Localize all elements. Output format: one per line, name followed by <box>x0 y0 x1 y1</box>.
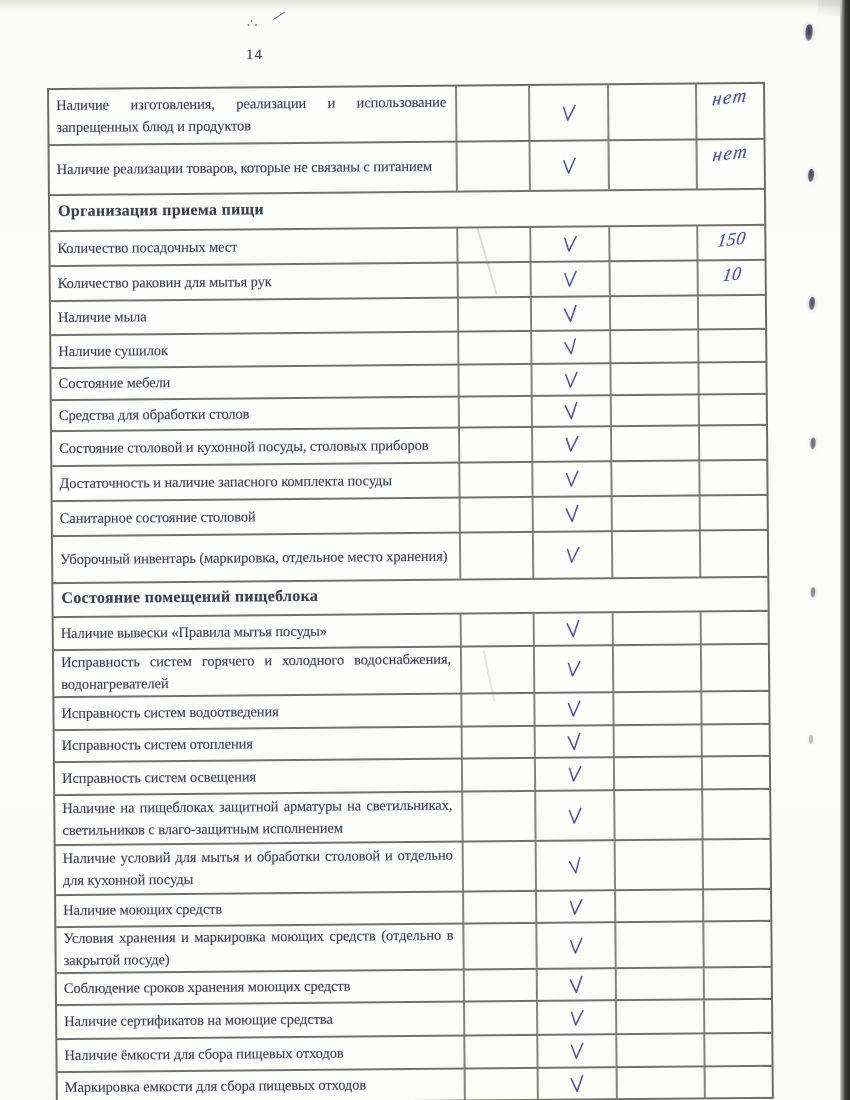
criteria-cell <box>49 87 455 145</box>
note-cell <box>702 890 770 921</box>
note-cell <box>703 1000 771 1033</box>
criteria-cell <box>57 1037 463 1072</box>
check-cell <box>534 791 613 840</box>
criteria-label: Количество раковин для мытья рук <box>57 273 272 292</box>
empty-cell-2 <box>616 1067 704 1098</box>
empty-cell-2 <box>613 725 701 756</box>
handwriting-scribble-right: ∕ <box>273 8 284 25</box>
criteria-label: Условия хранения и маркировка моющих средств (отдельно в закрытой посуде) <box>63 927 454 970</box>
check-cell <box>531 396 610 426</box>
checkmark-icon <box>566 660 582 678</box>
empty-cell-1 <box>461 727 534 758</box>
check-cell <box>528 85 607 140</box>
note-cell <box>700 612 768 644</box>
empty-cell-1 <box>457 263 530 297</box>
criteria-cell <box>50 143 456 195</box>
binder-hole-mark <box>809 297 816 310</box>
criteria-cell <box>55 760 461 795</box>
section-header-row <box>50 190 764 232</box>
checkmark-icon <box>561 104 577 122</box>
empty-cell-1 <box>457 365 530 396</box>
empty-cell-2 <box>613 757 701 789</box>
scan-edge-right <box>840 0 850 1100</box>
note-cell <box>697 330 765 362</box>
criteria-cell <box>56 925 462 973</box>
checkmark-icon <box>564 505 581 524</box>
handwritten-note: нет <box>711 140 750 167</box>
check-cell <box>536 1035 615 1067</box>
criteria-cell <box>58 1070 464 1100</box>
note-cell <box>702 922 770 967</box>
empty-cell-2 <box>607 140 695 189</box>
checkmark-icon <box>566 700 581 717</box>
criteria-label: Соблюдение сроков хранения моющих средств <box>63 978 351 998</box>
empty-cell-2 <box>614 922 702 967</box>
empty-cell-1 <box>462 842 535 891</box>
criteria-cell <box>56 893 462 927</box>
checkmark-icon <box>563 271 578 288</box>
check-cell <box>534 758 613 790</box>
check-cell <box>532 497 611 531</box>
criteria-cell <box>51 264 457 301</box>
criteria-label: Наличие моющих средств <box>63 901 223 920</box>
criteria-cell <box>57 971 463 1005</box>
criteria-label: Наличие сушилок <box>58 342 168 360</box>
binder-hole-mark <box>805 24 814 41</box>
criteria-cell <box>57 1003 463 1039</box>
empty-cell-2 <box>615 968 703 999</box>
empty-cell-1 <box>457 332 530 364</box>
empty-cell-1 <box>460 614 533 646</box>
section-title: Организация приема пищи <box>58 201 265 221</box>
scan-corner-shade <box>818 0 842 16</box>
section-header-cell <box>50 190 764 230</box>
criteria-cell <box>53 499 459 536</box>
criteria-cell <box>55 793 461 845</box>
criteria-label: Количество посадочных мест <box>57 238 238 257</box>
criteria-label: Уборочный инвентарь (маркировка, отдельное место хранения) <box>60 548 448 568</box>
empty-cell-2 <box>614 840 702 889</box>
criteria-label: Наличие на пищеблоках защитной арматуры на светильниках, светильников с влаго-защитным исполнением <box>62 797 453 840</box>
criteria-label: Санитарное состояние столовой <box>59 508 256 527</box>
empty-cell-1 <box>462 892 535 923</box>
criteria-label: Наличие ёмкости для сбора пищевых отходов <box>64 1045 344 1064</box>
criteria-cell <box>52 398 458 431</box>
empty-cell-2 <box>614 890 702 921</box>
criteria-label: Состояние мебели <box>58 375 171 393</box>
criteria-cell <box>51 366 457 400</box>
empty-cell-2 <box>609 330 697 362</box>
criteria-cell <box>55 728 461 762</box>
checkmark-icon <box>562 304 579 323</box>
criteria-cell <box>52 464 458 501</box>
empty-cell-1 <box>463 970 536 1001</box>
note-cell <box>701 790 769 839</box>
checkmark-icon <box>562 157 577 174</box>
checkmark-icon <box>568 975 585 994</box>
table-row <box>53 531 767 584</box>
criteria-label: Исправность систем водоотведения <box>61 703 279 722</box>
table-row <box>58 1067 772 1100</box>
check-cell <box>533 693 612 725</box>
checkmark-icon <box>567 807 582 824</box>
criteria-label: Исправность систем горячего и холодного водоснабжения, водонагревателей <box>60 651 452 693</box>
check-cell <box>535 841 614 890</box>
empty-cell-1 <box>460 647 533 693</box>
scan-edge-top <box>0 0 850 8</box>
checkmark-icon <box>565 620 582 639</box>
checkmark-icon <box>564 471 579 488</box>
empty-cell-1 <box>458 428 531 462</box>
handwritten-note: 10 <box>720 262 743 286</box>
check-cell <box>529 227 608 261</box>
empty-cell-2 <box>609 363 697 394</box>
check-cell <box>530 364 609 395</box>
note-cell <box>698 395 766 425</box>
empty-cell-2 <box>608 226 696 260</box>
note-cell <box>697 261 765 295</box>
check-cell <box>529 141 608 190</box>
criteria-label: Состояние столовой и кухонной посуды, столовых приборов <box>59 437 429 457</box>
empty-cell-1 <box>459 498 532 532</box>
table-row <box>56 922 770 974</box>
criteria-cell <box>51 333 457 368</box>
note-cell <box>699 496 767 530</box>
check-cell <box>530 297 609 330</box>
checkmark-icon <box>568 937 583 954</box>
handwritten-note: 150 <box>715 227 747 251</box>
checkmark-icon <box>567 856 584 874</box>
empty-cell-1 <box>457 298 530 331</box>
checkmark-icon <box>562 235 578 253</box>
checkmark-icon <box>567 765 583 783</box>
checkmark-icon <box>562 338 579 356</box>
note-cell <box>695 84 763 139</box>
checkmark-icon <box>564 371 579 388</box>
note-cell <box>697 296 765 329</box>
table-row <box>54 645 768 698</box>
note-cell <box>698 426 766 460</box>
empty-cell-2 <box>613 790 701 839</box>
table-row <box>49 84 763 146</box>
empty-cell-2 <box>610 461 698 495</box>
note-cell <box>703 968 771 999</box>
empty-cell-1 <box>456 228 529 262</box>
empty-cell-2 <box>607 84 695 139</box>
note-cell <box>702 840 770 889</box>
note-cell <box>698 461 766 495</box>
criteria-label: Маркировка емкости для сбора пищевых отходов <box>64 1077 367 1097</box>
criteria-cell <box>50 229 456 266</box>
checklist-table <box>47 82 774 1100</box>
empty-cell-1 <box>464 1069 537 1100</box>
note-cell <box>700 692 768 724</box>
empty-cell-1 <box>458 463 531 497</box>
criteria-cell <box>51 299 457 335</box>
empty-cell-2 <box>615 1000 703 1033</box>
criteria-cell <box>52 429 458 466</box>
checkmark-icon <box>563 402 580 421</box>
binder-hole-mark <box>808 169 815 182</box>
check-cell <box>536 969 615 1000</box>
handwriting-scribble-left: :· <box>245 14 263 33</box>
criteria-label: Наличие сертификатов на моющие средства <box>64 1011 333 1031</box>
criteria-cell <box>54 695 460 730</box>
empty-cell-2 <box>611 531 699 577</box>
checkmark-icon <box>568 898 584 916</box>
empty-cell-1 <box>456 142 529 191</box>
check-cell <box>535 923 614 968</box>
check-cell <box>534 726 613 757</box>
checkmark-icon <box>565 546 581 564</box>
criteria-cell <box>53 534 459 583</box>
empty-cell-2 <box>610 426 698 460</box>
page-number: 14 <box>246 47 263 63</box>
empty-cell-2 <box>612 612 700 644</box>
criteria-label: Исправность систем отопления <box>61 736 253 755</box>
empty-cell-1 <box>460 694 533 726</box>
table-row <box>55 790 769 846</box>
empty-cell-1 <box>463 1002 536 1035</box>
checkmark-icon <box>569 1074 586 1093</box>
criteria-cell <box>54 648 460 697</box>
check-cell <box>531 427 610 461</box>
empty-cell-1 <box>458 397 531 427</box>
empty-cell-1 <box>455 86 528 141</box>
note-cell <box>697 363 765 394</box>
empty-cell-1 <box>463 1036 536 1068</box>
check-cell <box>535 891 614 922</box>
note-cell <box>695 140 763 189</box>
criteria-label: Средства для обработки столов <box>58 405 250 424</box>
check-cell <box>537 1068 616 1099</box>
criteria-label: Наличие условий для мытья и обработки столовой и отдельно для кухонной посуды <box>62 847 453 890</box>
criteria-label: Исправность систем освещения <box>61 768 257 787</box>
empty-cell-1 <box>461 759 534 791</box>
handwritten-note: нет <box>710 84 750 111</box>
note-cell <box>696 226 764 260</box>
check-cell <box>531 462 610 496</box>
check-cell <box>530 262 609 296</box>
note-cell <box>704 1067 772 1098</box>
table-row <box>50 140 764 196</box>
empty-cell-2 <box>609 261 697 295</box>
check-cell <box>533 646 612 692</box>
empty-cell-2 <box>612 692 700 724</box>
note-cell <box>701 757 769 789</box>
table-row <box>56 840 770 896</box>
check-cell <box>533 613 612 645</box>
binder-hole-mark <box>809 735 814 744</box>
note-cell <box>703 1034 771 1066</box>
empty-cell-1 <box>462 924 535 969</box>
criteria-label: Наличие мыла <box>57 309 147 327</box>
criteria-label: Наличие изготовления, реализации и использование запрещенных блюд и продуктов <box>56 94 447 137</box>
check-cell <box>532 532 611 578</box>
binder-hole-mark <box>810 437 816 449</box>
criteria-label: Достаточность и наличие запасного комплекта посуды <box>59 472 393 492</box>
section-title: Состояние помещений пищеблока <box>61 587 319 608</box>
empty-cell-2 <box>610 395 698 425</box>
empty-cell-2 <box>615 1034 703 1066</box>
empty-cell-2 <box>609 296 697 329</box>
checkmark-icon <box>569 1042 584 1059</box>
note-cell <box>699 531 767 577</box>
criteria-cell <box>56 843 462 895</box>
criteria-label: Наличие реализации товаров, которые не связаны с питанием <box>56 158 433 179</box>
check-cell <box>536 1001 615 1034</box>
criteria-cell <box>54 615 460 650</box>
binder-hole-mark <box>810 587 816 598</box>
section-header-cell <box>53 578 767 616</box>
empty-cell-2 <box>611 496 699 530</box>
note-cell <box>700 645 768 691</box>
check-cell <box>530 331 609 363</box>
note-cell <box>701 725 769 756</box>
checkmark-icon <box>566 732 583 751</box>
criteria-label: Наличие вывески «Правила мытья посуды» <box>60 623 327 642</box>
empty-cell-1 <box>459 533 532 579</box>
empty-cell-1 <box>461 792 534 841</box>
checkmark-icon <box>569 1009 585 1027</box>
empty-cell-2 <box>612 645 700 691</box>
checkmark-icon <box>564 435 580 453</box>
